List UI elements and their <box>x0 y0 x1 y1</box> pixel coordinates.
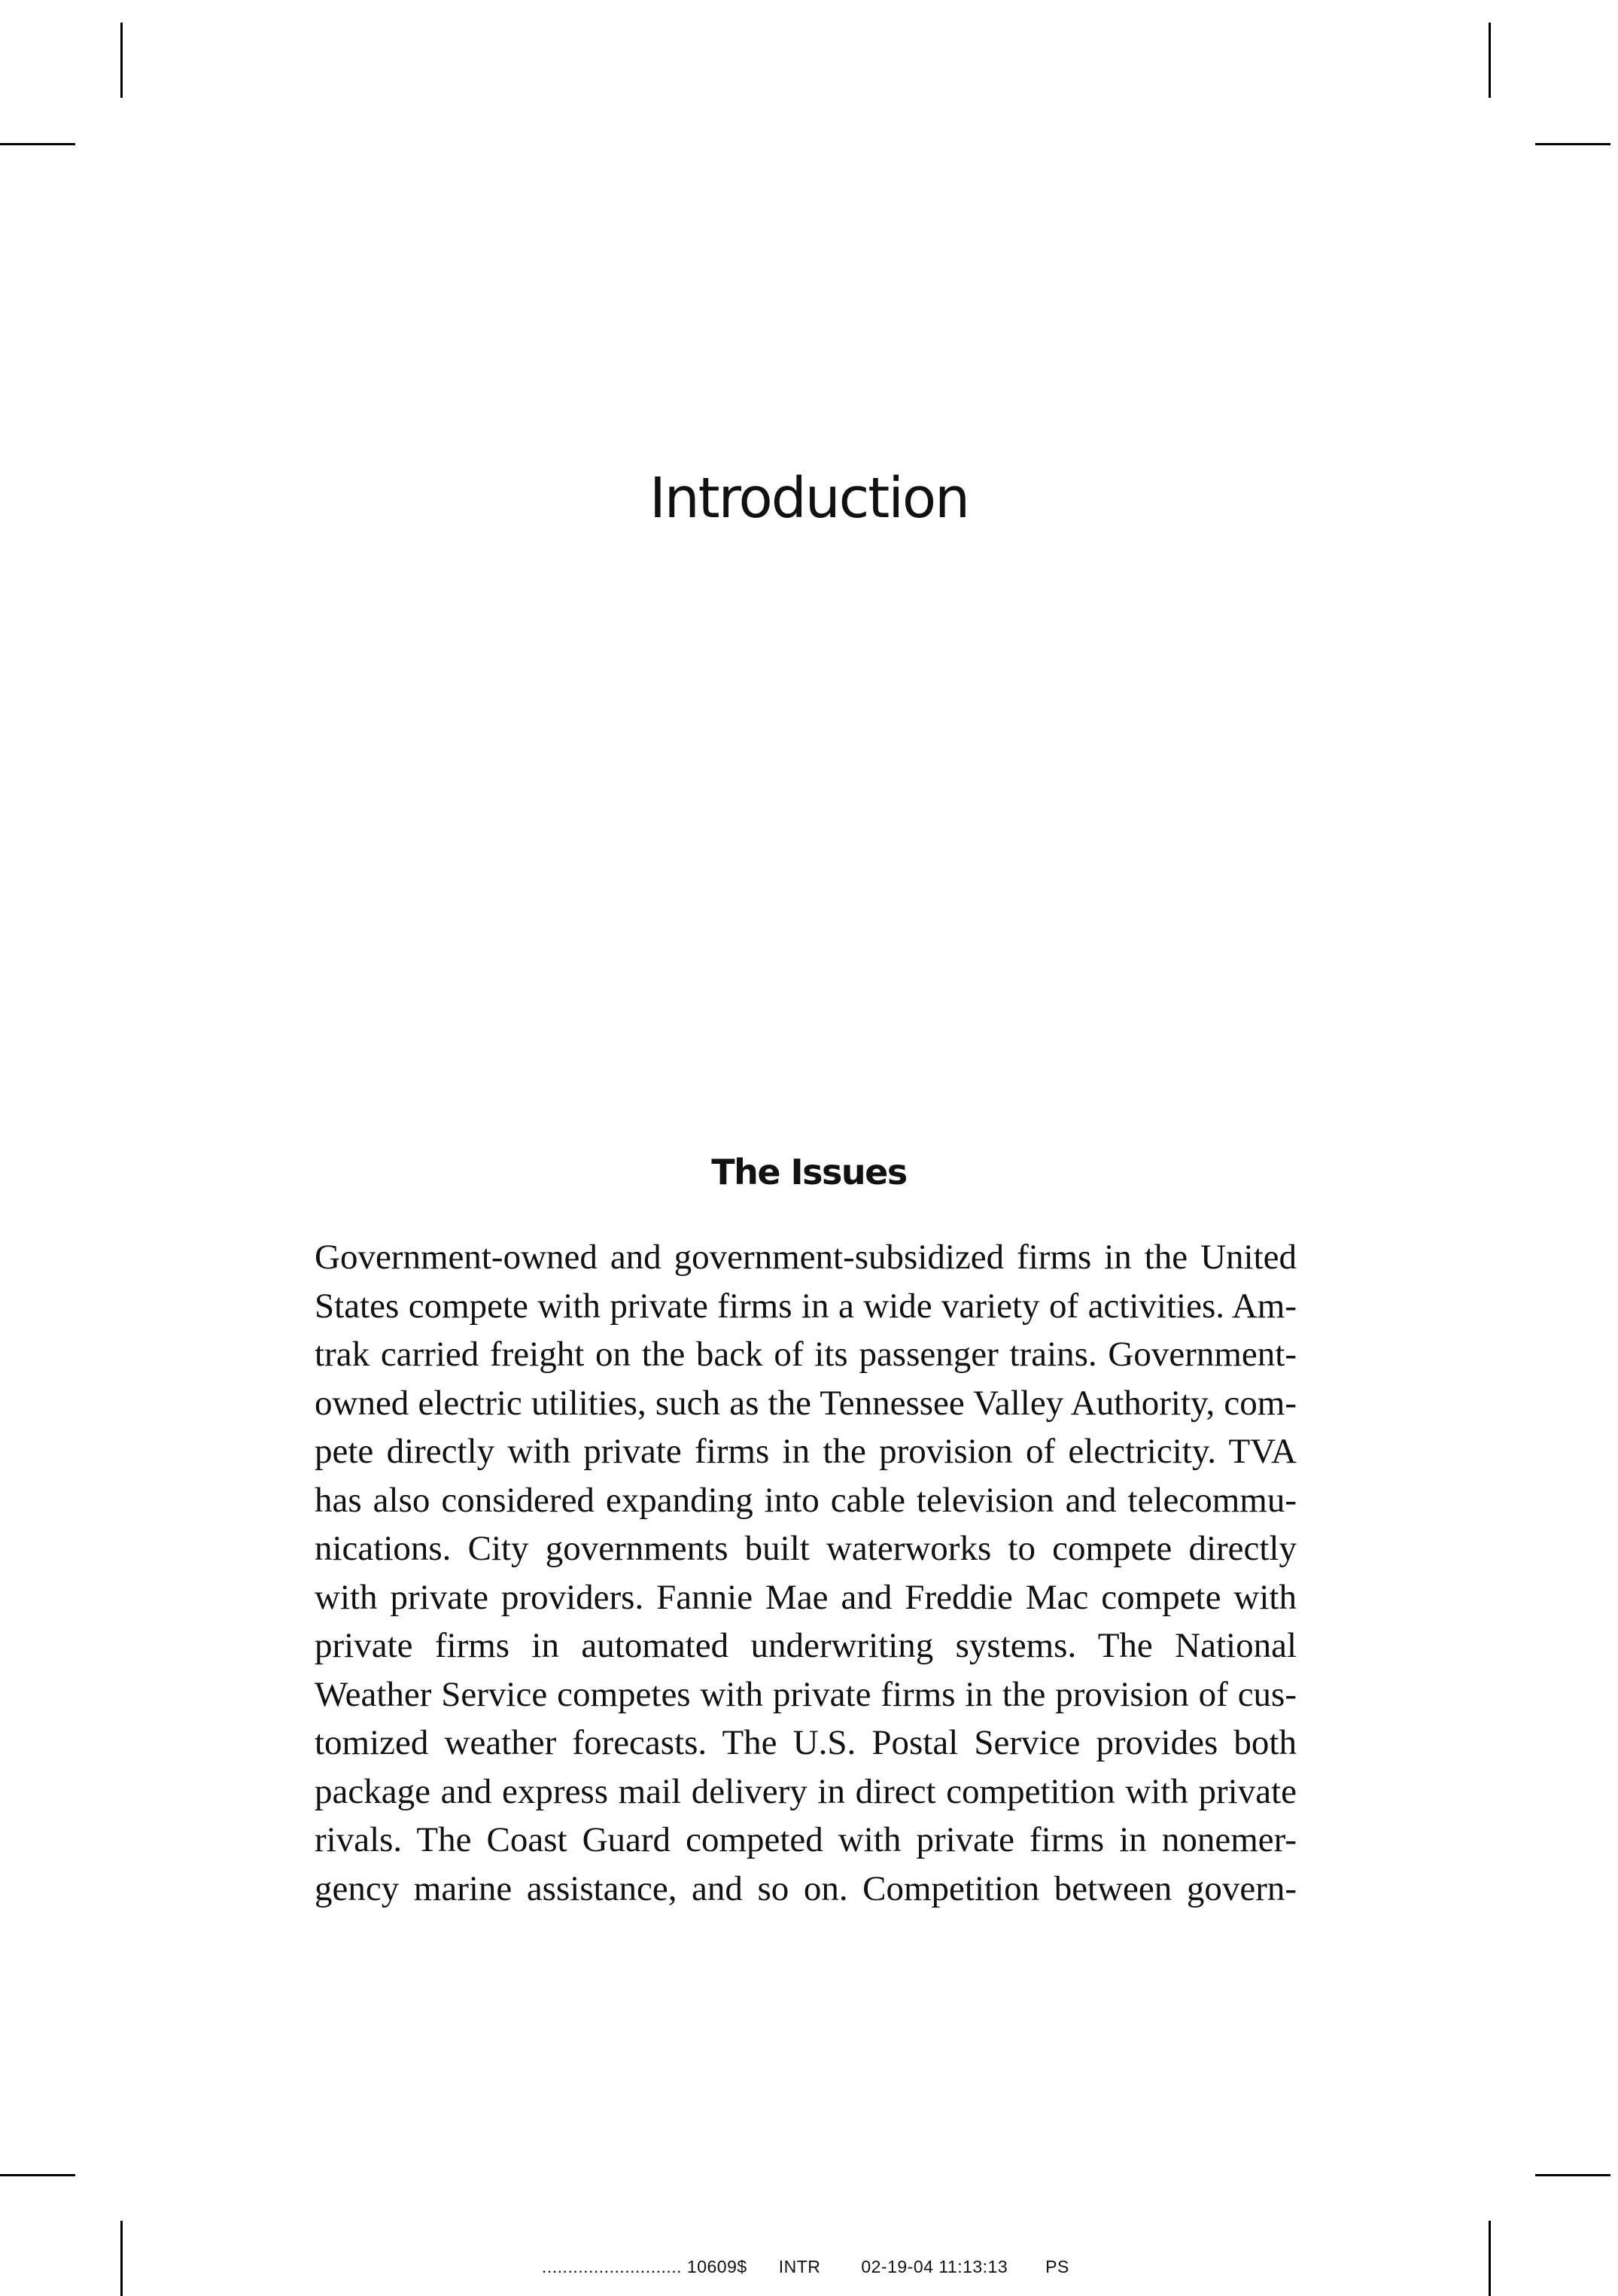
body-line: gency marine assistance, and so on. Competition between govern- <box>315 1868 1297 1908</box>
slug-datetime: 02-19-04 11:13:13 <box>861 2257 1008 2276</box>
body-line: with private providers. Fannie Mae and Freddie Mac compete with <box>315 1577 1297 1617</box>
body-line: rivals. The Coast Guard competed with private firms in nonemer- <box>315 1820 1297 1859</box>
crop-mark-bottom-right-vertical <box>1489 2221 1491 2296</box>
body-line: private firms in automated underwriting systems. The National <box>315 1626 1297 1665</box>
crop-mark-top-right-horizontal <box>1535 143 1610 145</box>
body-line: pete directly with private firms in the provision of electricity. TVA <box>315 1432 1297 1471</box>
body-line: package and express mail delivery in direct competition with private <box>315 1771 1297 1811</box>
body-line: has also considered expanding into cable television and telecommu- <box>315 1480 1297 1520</box>
slug-job-code: ........................... 10609$ <box>542 2257 747 2276</box>
crop-mark-bottom-right-horizontal <box>1535 2174 1610 2176</box>
crop-mark-bottom-left-horizontal <box>0 2174 75 2176</box>
chapter-title: Introduction <box>649 466 969 531</box>
section-heading: The Issues <box>711 1152 907 1192</box>
printer-slug <box>542 2257 1069 2277</box>
crop-mark-bottom-left-vertical <box>120 2221 123 2296</box>
body-line: Weather Service competes with private firms in the provision of cus- <box>315 1674 1297 1714</box>
slug-section-code: INTR <box>778 2257 821 2276</box>
body-paragraph <box>315 1233 1297 1913</box>
crop-mark-top-left-horizontal <box>0 143 75 145</box>
crop-mark-top-right-vertical <box>1489 23 1491 98</box>
body-line: Government-owned and government-subsidized firms in the United <box>315 1238 1297 1277</box>
body-line: owned electric utilities, such as the Tennessee Valley Authority, com- <box>315 1383 1297 1423</box>
body-line: nications. City governments built waterworks to compete directly <box>315 1529 1297 1568</box>
slug-status: PS <box>1045 2257 1069 2276</box>
body-line: trak carried freight on the back of its passenger trains. Government- <box>315 1335 1297 1374</box>
crop-mark-top-left-vertical <box>120 23 123 98</box>
body-line: States compete with private firms in a wide variety of activities. Am- <box>315 1286 1297 1326</box>
body-line: tomized weather forecasts. The U.S. Postal Service provides both <box>315 1723 1297 1762</box>
